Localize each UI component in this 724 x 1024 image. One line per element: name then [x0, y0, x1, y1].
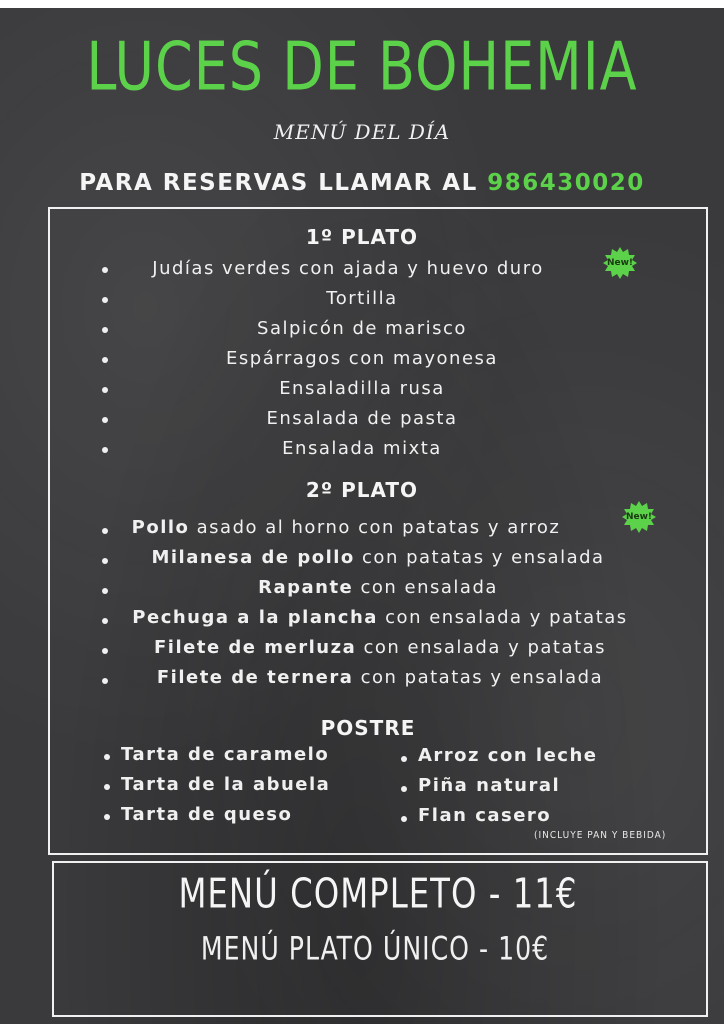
first-course-item: Salpicón de marisco: [257, 318, 467, 339]
reservation-line: [0, 170, 724, 196]
dish-name: Pechuga a la plancha: [132, 607, 378, 628]
dessert-item: Piña natural: [418, 775, 561, 796]
first-course-item: Ensalada de pasta: [266, 408, 458, 429]
second-course-item: [18, 636, 724, 660]
dish-name: Filete de merluza: [154, 637, 357, 658]
reservation-text: PARA RESERVAS LLAMAR AL: [79, 170, 488, 196]
top-border: [0, 0, 724, 8]
second-course-item: [0, 516, 708, 540]
dish-name: Rapante: [258, 577, 354, 598]
dish-detail: con ensalada y patatas: [356, 637, 606, 658]
bullet-icon: [104, 784, 110, 790]
dessert-item: Tarta de caramelo: [121, 744, 330, 765]
dish-name: Filete de ternera: [156, 667, 354, 688]
new-badge-label: New!: [625, 512, 653, 522]
dish-detail: con patatas y ensalada: [354, 547, 605, 568]
single-dish-price: MENÚ PLATO ÚNICO - 10€: [200, 929, 550, 968]
first-course-item: Ensaladilla rusa: [279, 378, 445, 399]
dish-detail: con patatas y ensalada: [353, 667, 604, 688]
new-badge: [603, 246, 637, 280]
second-course-item: [16, 576, 724, 600]
dish-name: Milanesa de pollo: [151, 547, 355, 568]
dish-name: Pollo: [131, 517, 190, 538]
first-course-item: Tortilla: [326, 288, 398, 309]
full-menu-price: MENÚ COMPLETO - 11€: [178, 870, 578, 919]
first-course-item: Ensalada mixta: [282, 438, 442, 459]
dessert-title: POSTRE: [320, 716, 416, 740]
phone-number[interactable]: 986430020: [487, 170, 645, 196]
second-course-title: 2º PLATO: [305, 478, 419, 502]
second-course-item: [18, 606, 724, 630]
dish-detail: asado al horno con patatas y arroz: [189, 517, 561, 538]
dessert-item: Flan casero: [418, 805, 552, 826]
first-course-title: 1º PLATO: [305, 225, 419, 249]
dish-detail: con ensalada y patatas: [377, 607, 628, 628]
restaurant-title: LUCES DE BOHEMIA: [86, 27, 638, 107]
second-course-item: [16, 546, 724, 570]
bullet-icon: [104, 814, 110, 820]
second-course-item: [18, 666, 724, 690]
bullet-icon: [401, 816, 407, 822]
dessert-item: Tarta de queso: [121, 804, 293, 825]
dessert-item: Arroz con leche: [418, 745, 598, 766]
bullet-icon: [401, 756, 407, 762]
menu-subtitle: MENÚ DEL DÍA: [273, 120, 451, 144]
dish-detail: con ensalada: [353, 577, 498, 598]
includes-note: (INCLUYE PAN Y BEBIDA): [534, 830, 667, 841]
first-course-item: Espárragos con mayonesa: [226, 348, 498, 369]
first-course-item: Judías verdes con ajada y huevo duro: [152, 258, 544, 279]
dessert-item: Tarta de la abuela: [121, 774, 331, 795]
bullet-icon: [104, 754, 110, 760]
bullet-icon: [401, 786, 407, 792]
new-badge-label: New!: [606, 258, 634, 268]
